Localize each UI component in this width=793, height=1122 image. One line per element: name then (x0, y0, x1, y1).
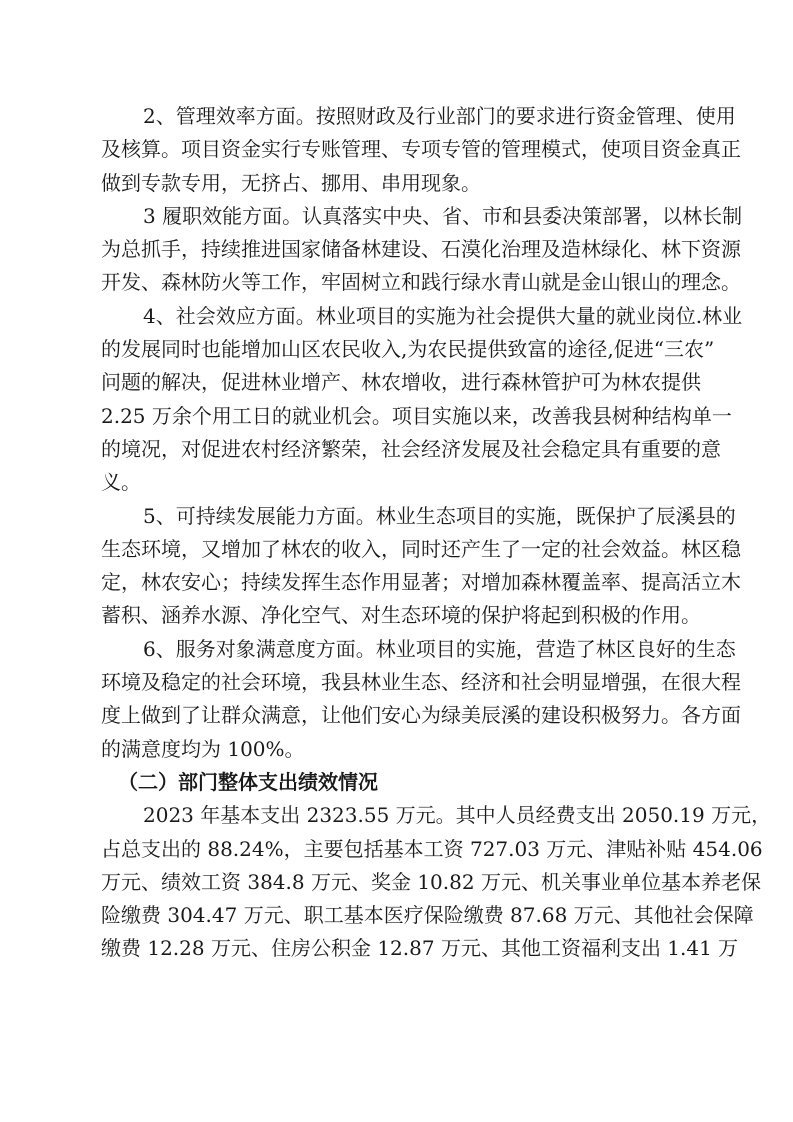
paragraph (101, 799, 772, 965)
paragraph (101, 100, 741, 200)
text-line: 环境及稳定的社会环境，我县林业生态、经济和社会明显增强，在很大程 (101, 670, 741, 695)
text-line: 问题的解决，促进林业增产、林农增收，进行森林管护可为林农提供 (101, 370, 701, 395)
paragraph (101, 500, 741, 633)
text-line: 6、服务对象满意度方面。林业项目的实施，营造了林区良好的生态 (143, 636, 736, 661)
document-page (101, 100, 772, 966)
text-line: 及核算。项目资金实行专账管理、专项专管的管理模式，使项目资金真正 (101, 137, 741, 162)
text-line: 度上做到了让群众满意，让他们安心为绿美辰溪的建设积极努力。各方面 (101, 703, 741, 728)
text-line: 为总抓手，持续推进国家储备林建设、石漠化治理及造林绿化、林下资源 (101, 237, 741, 262)
text-line: （二）部门整体支出绩效情况 (118, 769, 378, 794)
text-line: 万元、绩效工资 384.8 万元、奖金 10.82 万元、机关事业单位基本养老保 (101, 869, 761, 894)
section-heading (101, 766, 700, 799)
text-line: 险缴费 304.47 万元、职工基本医疗保险缴费 87.68 万元、其他社会保障 (101, 903, 754, 928)
text-line: 蓄积、涵养水源、净化空气、对生态环境的保护将起到积极的作用。 (101, 603, 701, 628)
text-line: 生态环境，又增加了林农的收入，同时还产生了一定的社会效益。林区稳 (101, 536, 741, 561)
paragraph (101, 633, 741, 766)
paragraph (101, 300, 743, 500)
text-line: 3 履职效能方面。认真落实中央、省、市和县委决策部署，以林长制 (143, 203, 743, 228)
text-line: 的发展同时也能增加山区农民收入,为农民提供致富的途径,促进“三农” (101, 337, 715, 362)
paragraph (101, 200, 743, 300)
text-line: 做到专款专用，无挤占、挪用、串用现象。 (101, 170, 481, 195)
text-line: 2、管理效率方面。按照财政及行业部门的要求进行资金管理、使用 (143, 104, 736, 128)
text-line: 的境况，对促进农村经济繁荣，社会经济发展及社会稳定具有重要的意 (101, 436, 721, 461)
text-line: 的满意度均为 100%。 (101, 736, 305, 761)
text-line: 开发、森林防火等工作，牢固树立和践行绿水青山就是金山银山的理念。 (101, 270, 741, 295)
text-line: 义。 (101, 470, 141, 495)
text-line: 缴费 12.28 万元、住房公积金 12.87 万元、其他工资福利支出 1.41 万 (101, 936, 739, 961)
text-line: 5、可持续发展能力方面。林业生态项目的实施，既保护了辰溪县的 (143, 503, 736, 528)
text-line: 4、社会效应方面。林业项目的实施为社会提供大量的就业岗位.林业 (143, 303, 743, 328)
text-line: 2023 年基本支出 2323.55 万元。其中人员经费支出 2050.19 万元， (143, 803, 772, 828)
text-line: 定，林农安心；持续发挥生态作用显著；对增加森林覆盖率、提高活立木 (101, 570, 741, 595)
text-line: 占总支出的 88.24%，主要包括基本工资 727.03 万元、津贴补贴 454.06 (101, 836, 763, 861)
text-line: 2.25 万余个用工日的就业机会。项目实施以来，改善我县树种结构单一 (101, 403, 732, 428)
